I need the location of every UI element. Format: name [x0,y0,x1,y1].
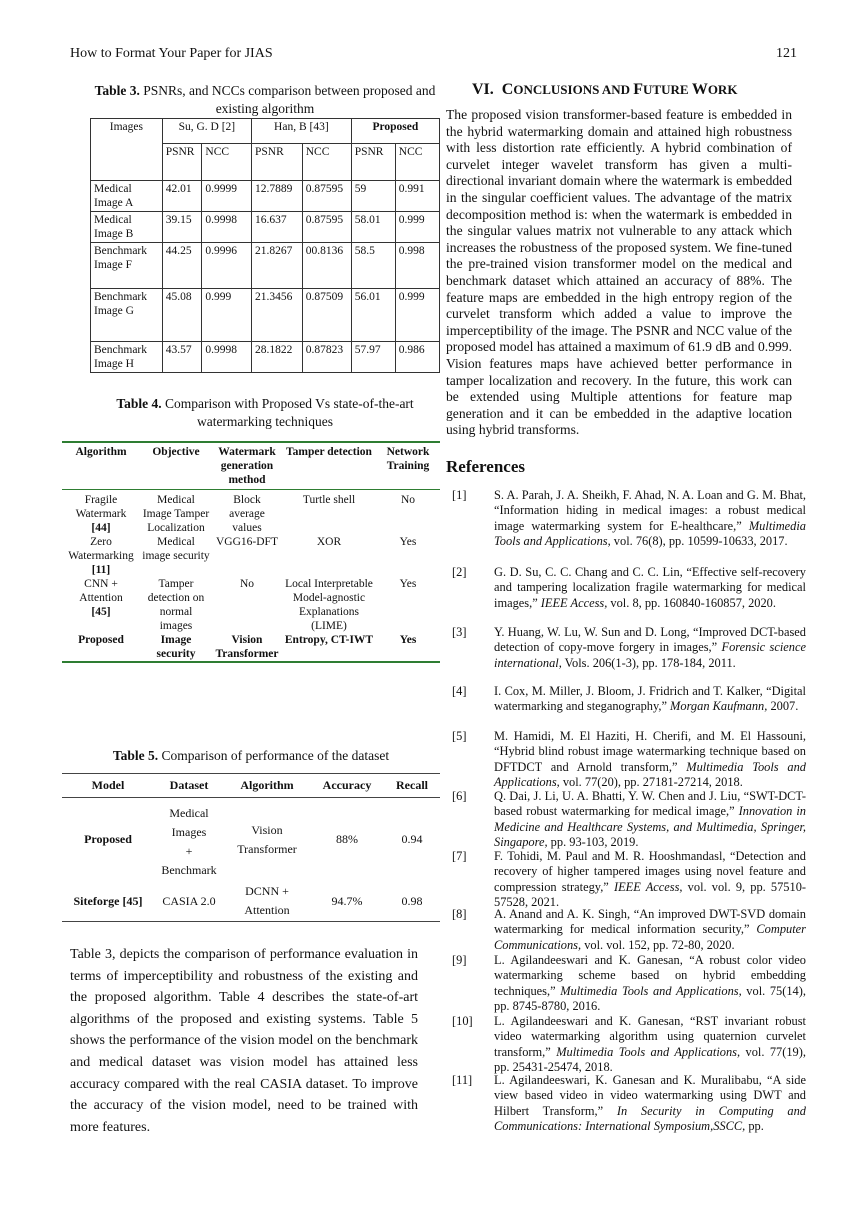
table3-col-images: Images [91,119,163,181]
table-cell: 21.8267 [252,243,303,289]
reference-details: vol. 77(20), pp. 27181-27214, 2018. [559,775,743,790]
reference-number: [4] [452,684,467,698]
table-cell: 16.637 [252,212,303,243]
reference-main: G. D. Su, C. C. Chang and C. C. Lin, “Effective self-recovery and tampering localization fragile watermarking for medical images,” [494,565,806,610]
table3-sub-ncc: NCC [302,144,351,181]
table-cell: 12.7889 [252,181,303,212]
table-cell: Medical Image Tamper Localization [142,494,210,534]
table-cell: Yes [399,634,417,646]
table3-row-label: Medical Image A [91,181,163,212]
table3-header-row [91,119,440,144]
table-cell: Turtle shell [302,494,356,506]
section-title-part: ONCLUSIONS AND [513,82,634,97]
table-cell: Yes [399,578,417,590]
table3-sub-ncc: NCC [395,144,439,181]
table4-algorithm [62,577,140,633]
reference-text [494,849,806,911]
algorithm-line: Attention [244,903,290,917]
dataset-line: Benchmark [161,863,217,877]
table-cell: 0.9999 [202,181,252,212]
table4-algorithm-ref: [11] [91,564,111,576]
reference-number: [7] [452,849,467,863]
section-title-part: F [633,81,644,98]
reference-number: [3] [452,625,467,639]
table3-sub-psnr: PSNR [162,144,202,181]
reference-details: vol. 8, pp. 160840-160857, 2020. [607,595,776,610]
reference-main: Q. Dai, J. Li, U. A. Bhatti, Y. W. Chen and J. Liu, “SWT-DCT-based robust watermarking for medical image,” [494,789,806,819]
table4-header-detection: Tamper detection [286,446,372,458]
table4-algorithm-name: Fragile Watermark [75,494,127,520]
table4-algorithm: Proposed [78,634,124,646]
table-cell: XOR [316,536,342,548]
reference-venue: Multimedia Tools and Applications, [494,518,806,549]
table5-header-accuracy: Accuracy [322,778,372,792]
reference-main: Y. Huang, W. Lu, W. Sun and D. Long, “Improved DCT-based detection of copy-move forgery in images,” [494,625,806,655]
table3-row-label: Benchmark Image G [91,289,163,342]
reference-text [494,1073,806,1135]
reference-venue: In Security in Computing and Communications: International Symposium,SSCC, [494,1103,807,1134]
reference-text [494,953,806,1015]
table4-header-method: Watermark generation method [218,446,276,486]
table4-header-objective: Objective [152,446,200,458]
reference-text [494,625,806,671]
reference-main: I. Cox, M. Miller, J. Bloom, J. Fridrich and T. Kalker, “Digital watermarking and steganography,” [494,684,806,714]
body-paragraph: Table 3, depicts the comparison of performance evaluation in terms of imperceptibility and robustness of the existing and the proposed algorithm. Table 4 describes the state-of-art algorithms of the proposed and existing systems. Table 5 shows the performance of the vision model on the benchmark and medical dataset was vision model has attained less accuracy compared with the real CASIA dataset. To improve the accuracy of the vision model, need to be trained with more features. [70,947,418,1135]
table5-dataset: CASIA 2.0 [162,893,216,908]
reference-main: S. A. Parah, J. A. Sheikh, F. Ahad, N. A. Loan and G. M. Bhat, “Information hiding in medical images: a robust medical image watermarking system for E-healthcare,” [494,488,806,533]
table4-algorithm [62,535,140,577]
reference-main: L. Agilandeeswari, K. Ganesan and K. Muralibabu, “A side view based video in video watermarking using DWT and Hilbert Transform,” [494,1073,806,1118]
table-cell: Yes [399,536,417,548]
reference-venue: Multimedia Tools and Applications, [556,1044,741,1059]
dataset-line: + [185,844,193,858]
reference-details: vol. 76(8), pp. 10599-10633, 2017. [610,534,788,549]
table3-caption [90,82,440,118]
table-cell: 42.01 [162,181,202,212]
reference-text [494,565,806,611]
reference-text [494,488,806,550]
dataset-line: Images [171,825,207,839]
table-cell: 0.9998 [202,212,252,243]
reference-text [494,684,806,715]
table-cell: 28.1822 [252,342,303,373]
table3-row-label: Benchmark Image H [91,342,163,373]
table-cell: Tamper detection on normal images [147,578,205,632]
table-cell: 21.3456 [252,289,303,342]
table4-algorithm [62,490,140,536]
reference-details: Vols. 206(1-3), pp. 178-184, 2011. [561,655,736,670]
reference-main: M. Hamidi, M. El Haziti, H. Cherifi, and M. El Hassouni, “Hybrid blind robust image watermarking technique based on DFTDCT and Arnold transform,” [494,729,806,774]
reference-number: [9] [452,953,467,967]
table4-caption-label: Table 4. [116,396,162,411]
table3-sub-psnr: PSNR [252,144,303,181]
table5-caption [62,747,440,765]
table-cell: Entropy, CT-IWT [284,634,374,646]
table-cell: 0.87595 [302,181,351,212]
reference-venue: Multimedia Tools and Applications, [494,759,806,790]
reference-text [494,907,806,953]
reference-venue: Computer Communications, [494,922,806,952]
reference-details: vol. vol. 9, pp. 57510-57528, 2021. [494,879,807,910]
reference-item [452,1073,806,1135]
table4-algorithm-name: CNN + Attention [79,578,123,604]
table-cell: 0.87509 [302,289,351,342]
table-cell: Vision Transformer [215,634,279,660]
reference-item [452,789,806,851]
table5-accuracy: 88% [336,832,358,846]
table4-algorithm-ref: [45] [91,606,111,618]
section-number: VI. [472,81,494,98]
table4-algorithm-name: Zero Watermarking [68,536,134,562]
table5-model: Siteforge [45] [73,893,143,908]
table3-caption-text: PSNRs, and NCCs comparison between proposed and existing algorithm [143,83,436,116]
table3-row-label: Medical Image B [91,212,163,243]
table-cell: 43.57 [162,342,202,373]
reference-number: [1] [452,488,467,502]
reference-main: A. Anand and A. K. Singh, “An improved DWT-SVD domain watermarking for medical information security,” [494,907,806,937]
reference-venue: Morgan Kaufmann, [670,699,768,714]
table-cell: VGG16-DFT [216,536,278,548]
table-row [91,212,440,243]
table4-header-training: Network Training [386,446,430,472]
dataset-line: Medical [169,806,209,820]
table-cell: Block average values [229,494,265,534]
table-cell: 0.999 [395,212,439,243]
table3-group-proposed: Proposed [351,119,439,144]
reference-item [452,565,806,611]
table5-caption-label: Table 5. [112,748,159,763]
reference-details: vol. vol. 152, pp. 72-80, 2020. [581,937,735,952]
table-row [91,243,440,289]
table-row [62,535,440,577]
table5-header-dataset: Dataset [169,778,209,792]
reference-details: pp. [745,1119,764,1134]
reference-item [452,907,806,953]
table3-group-su: Su, G. D [2] [162,119,251,144]
reference-item [452,625,806,671]
reference-number: [8] [452,907,467,921]
table4-caption-text: Comparison with Proposed Vs state-of-the-art watermarking techniques [164,396,414,429]
reference-venue: Innovation in Medicine and Healthcare Systems, and Multimedia, Springer, Singapore, [494,804,806,850]
reference-number: [10] [452,1014,473,1028]
table3-sub-psnr: PSNR [351,144,395,181]
table5-header-model: Model [91,778,125,792]
reference-number: [6] [452,789,467,803]
table-cell: 56.01 [351,289,395,342]
section-title-part: UTURE [643,82,692,97]
table-cell: 0.9996 [202,243,252,289]
reference-item [452,849,806,911]
reference-details: vol. 77(19), pp. 25431-25474, 2018. [494,1044,806,1075]
table5-recall: 0.98 [401,893,423,908]
algorithm-line: DCNN + [245,884,289,898]
table5 [62,773,440,922]
table5-accuracy: 94.7% [331,893,363,908]
reference-item [452,488,806,550]
table3-group-han: Han, B [43] [252,119,352,144]
table-cell: 0.991 [395,181,439,212]
table4-caption [90,395,440,431]
page-number: 121 [776,46,797,61]
table-cell: Image security [156,634,196,660]
table5-algorithm [224,881,310,922]
table-row [91,181,440,212]
table-row [62,577,440,633]
reference-main: F. Tohidi, M. Paul and M. R. Hooshmandasl, “Detection and recovery of higher tampered images using novel feature and compression strategy,” [494,849,806,894]
table-cell: Medical image security [142,536,210,562]
section-heading [472,81,737,99]
table-cell: 39.15 [162,212,202,243]
table5-algorithm [224,798,310,882]
table3-sub-ncc: NCC [202,144,252,181]
table5-header-row [62,774,440,798]
table-cell: 58.5 [351,243,395,289]
table-row [62,490,440,536]
reference-text [494,729,806,791]
table-cell: 57.97 [351,342,395,373]
table3-row-label: Benchmark Image F [91,243,163,289]
reference-venue: Multimedia Tools and Applications, [560,983,742,998]
reference-details: pp. 93-103, 2019. [547,835,639,850]
table5-header-algorithm: Algorithm [240,778,294,792]
table-cell: 0.999 [395,289,439,342]
table-cell: 0.986 [395,342,439,373]
reference-details: vol. 75(14), pp. 8745-8780, 2016. [494,983,806,1014]
table-cell: 0.9998 [202,342,252,373]
table4-algorithm-ref: [44] [91,522,111,534]
reference-venue: IEEE Access, [613,879,683,894]
table5-header-recall: Recall [396,778,428,792]
reference-item [452,729,806,791]
table-row [62,881,440,922]
reference-venue: Forensic science international, [494,640,807,670]
reference-details: 2007. [767,699,799,714]
section-title-part: C [501,81,514,98]
table-cell: 0.999 [202,289,252,342]
reference-item [452,953,806,1015]
reference-item [452,1014,806,1076]
reference-number: [5] [452,729,467,743]
table5-caption-text: Comparison of performance of the dataset [161,748,390,763]
table3-caption-label: Table 3. [94,83,140,98]
table-cell: 59 [351,181,395,212]
table-cell: Local Interpretable Model-agnostic Explanations (LIME) [285,578,373,632]
reference-text [494,1014,806,1076]
table-row [91,342,440,373]
table3 [90,118,440,373]
reference-main: L. Agilandeeswari and K. Ganesan, “A robust color video watermarking scheme based on hybrid embedding techniques,” [494,953,806,998]
algorithm-line: Vision [251,822,283,837]
table5-recall: 0.94 [401,832,423,846]
table-cell: 45.08 [162,289,202,342]
table4 [62,441,440,663]
running-header-title: How to Format Your Paper for JIAS [70,46,273,61]
section-title-part: W [691,81,708,98]
reference-item [452,684,806,715]
table-cell: 00.8136 [302,243,351,289]
table-cell: 0.87823 [302,342,351,373]
algorithm-line: Transformer [237,841,297,856]
table-row [62,798,440,882]
reference-number: [11] [452,1073,473,1087]
table-cell: 58.01 [351,212,395,243]
conclusion-paragraph: The proposed vision transformer-based feature is embedded in the hybrid watermarking domain and attained high robustness with less distortion rate efficiently. A hybrid combination of curvelet integer wavelet transform has given a multi-directional invariant domain where the watermark is embedded in the singular coefficient values. The advantage of the matrix decomposition method is: when the watermark is embedded in the singular values matrix not vulnerable to any attack which increases the robustness of the proposed system. We fine-tuned the pre-trained vision transformer model on the medical and benchmark dataset which attained an accuracy of 88%. The feature maps are embedded in the high entropy region of the curvelet transform which added a value to improve the imperceptibility of the image. The PSNR and NCC value of the proposed model has attained a maximum of 61.9 dB and 0.999. Vision features maps have achieved better performance in tamper localization and recovery. In the future, this work can be extended using Multiple attentions for feature map generation and it can be embedded in the adaptive location using hybrid transforms. [446,107,792,438]
table-row [62,633,440,662]
table4-header-row [62,442,440,490]
table-cell: 0.87595 [302,212,351,243]
references-heading: References [446,457,525,476]
table-cell: No [239,578,255,590]
table-cell: 44.25 [162,243,202,289]
section-title-part: ORK [707,82,738,97]
reference-text [494,789,806,851]
reference-number: [2] [452,565,467,579]
table4-header-algorithm: Algorithm [75,446,127,458]
reference-venue: IEEE Access, [540,595,608,610]
table5-model: Proposed [84,832,132,846]
reference-main: L. Agilandeeswari and K. Ganesan, “RST invariant robust video watermarking algorithm using quaternion curvelet transform,” [494,1014,806,1059]
table-row [91,289,440,342]
table-cell: 0.998 [395,243,439,289]
table-cell: No [400,494,416,506]
table5-dataset [154,798,224,882]
